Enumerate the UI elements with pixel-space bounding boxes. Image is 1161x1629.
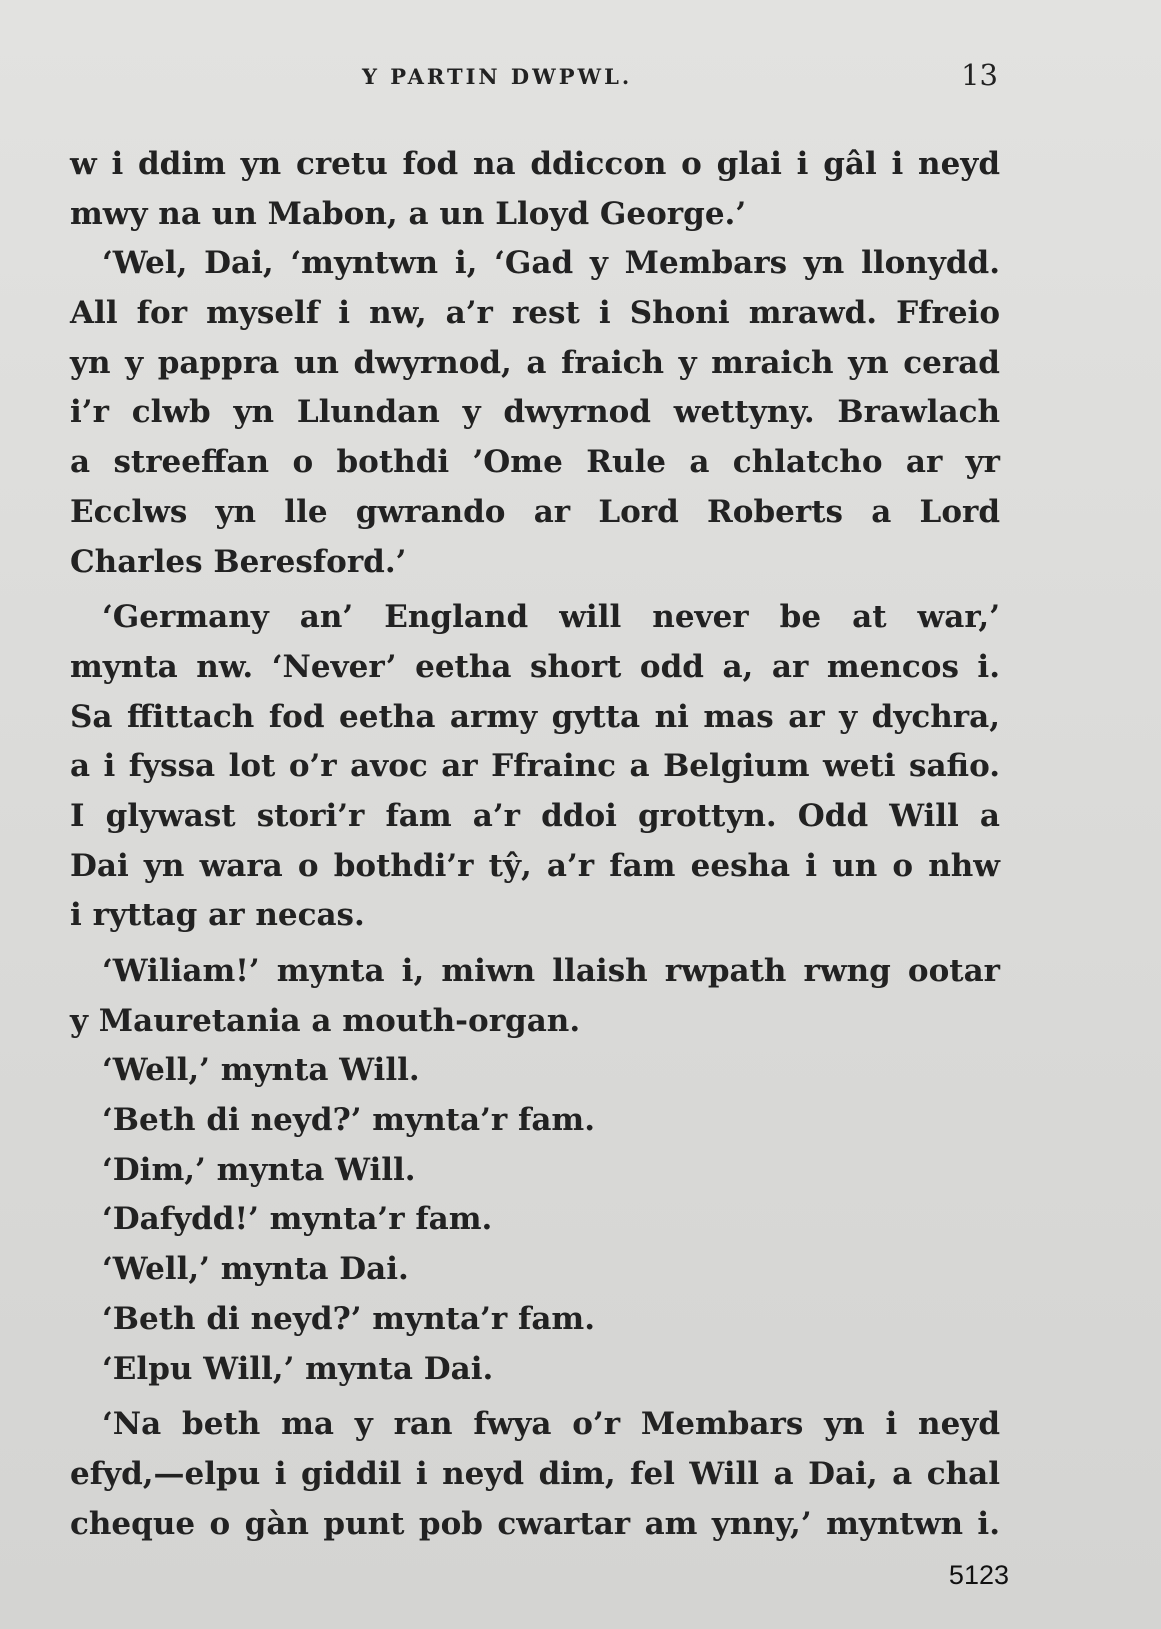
text-line: cheque o gàn punt pob cwartar am ynny,’ myntwn i. (70, 1505, 1000, 1542)
text-line: ‘Germany an’ England will never be at war,’ (102, 599, 1000, 636)
text-line: ‘Na beth ma y ran fwya o’r Membars yn i neyd (102, 1406, 1000, 1443)
text-line: ‘Elpu Will,’ mynta Dai. (102, 1350, 494, 1387)
text-line: efyd,—elpu i giddil i neyd dim, fel Will a Dai, a chal (70, 1455, 1000, 1492)
text-line: Ecclws yn lle gwrando ar Lord Roberts a Lord (70, 493, 1000, 530)
running-title: Y PARTIN DWPWL. (362, 64, 633, 89)
text-line: ‘Well,’ mynta Dai. (102, 1251, 409, 1288)
running-head (0, 58, 1161, 98)
catalog-stamp: 5123 (948, 1560, 1009, 1590)
text-line: y Mauretania a mouth-organ. (70, 1002, 581, 1039)
text-line: ‘Dim,’ mynta Will. (102, 1151, 416, 1188)
body-text (70, 140, 1000, 1549)
text-line: w i ddim yn cretu fod na ddiccon o glai i gâl i neyd (70, 146, 1000, 182)
text-line: a streeffan o bothdi ’Ome Rule a chlatcho ar yr (70, 444, 1000, 481)
text-line: yn y pappra un dwyrnod, a fraich y mraich yn cerad (70, 344, 1000, 381)
text-line: ‘Well,’ mynta Will. (102, 1052, 420, 1089)
text-line: All for myself i nw, a’r rest i Shoni mrawd. Ffreio (70, 295, 1000, 332)
text-line: ‘Dafydd!’ mynta’r fam. (102, 1201, 493, 1238)
text-line: mwy na un Mabon, a un Lloyd George.’ (70, 195, 747, 232)
text-line: i ryttag ar necas. (70, 897, 365, 934)
text-line: ‘Wel, Dai, ‘myntwn i, ‘Gad y Membars yn llonydd. (102, 245, 1000, 282)
text-line: Dai yn wara o bothdi’r tŷ, a’r fam eesha i un o nhw (70, 847, 1000, 884)
text-line: mynta nw. ‘Never’ eetha short odd a, ar mencos i. (70, 648, 1000, 685)
text-line: Charles Beresford.’ (70, 543, 407, 580)
text-line: I glywast stori’r fam a’r ddoi grottyn. Odd Will a (70, 797, 1000, 834)
text-line: i’r clwb yn Llundan y dwyrnod wettyny. Brawlach (70, 394, 1000, 431)
text-line: Sa ffittach fod eetha army gytta ni mas ar y dychra, (70, 698, 1000, 735)
text-line: ‘Beth di neyd?’ mynta’r fam. (102, 1102, 596, 1139)
text-line: ‘Wiliam!’ mynta i, miwn llaish rwpath rwng ootar (102, 953, 1000, 989)
text-line: ‘Beth di neyd?’ mynta’r fam. (102, 1300, 596, 1337)
page-number: 13 (961, 58, 998, 92)
text-line: a i fyssa lot o’r avoc ar Ffrainc a Belgium weti safio. (70, 748, 1000, 785)
